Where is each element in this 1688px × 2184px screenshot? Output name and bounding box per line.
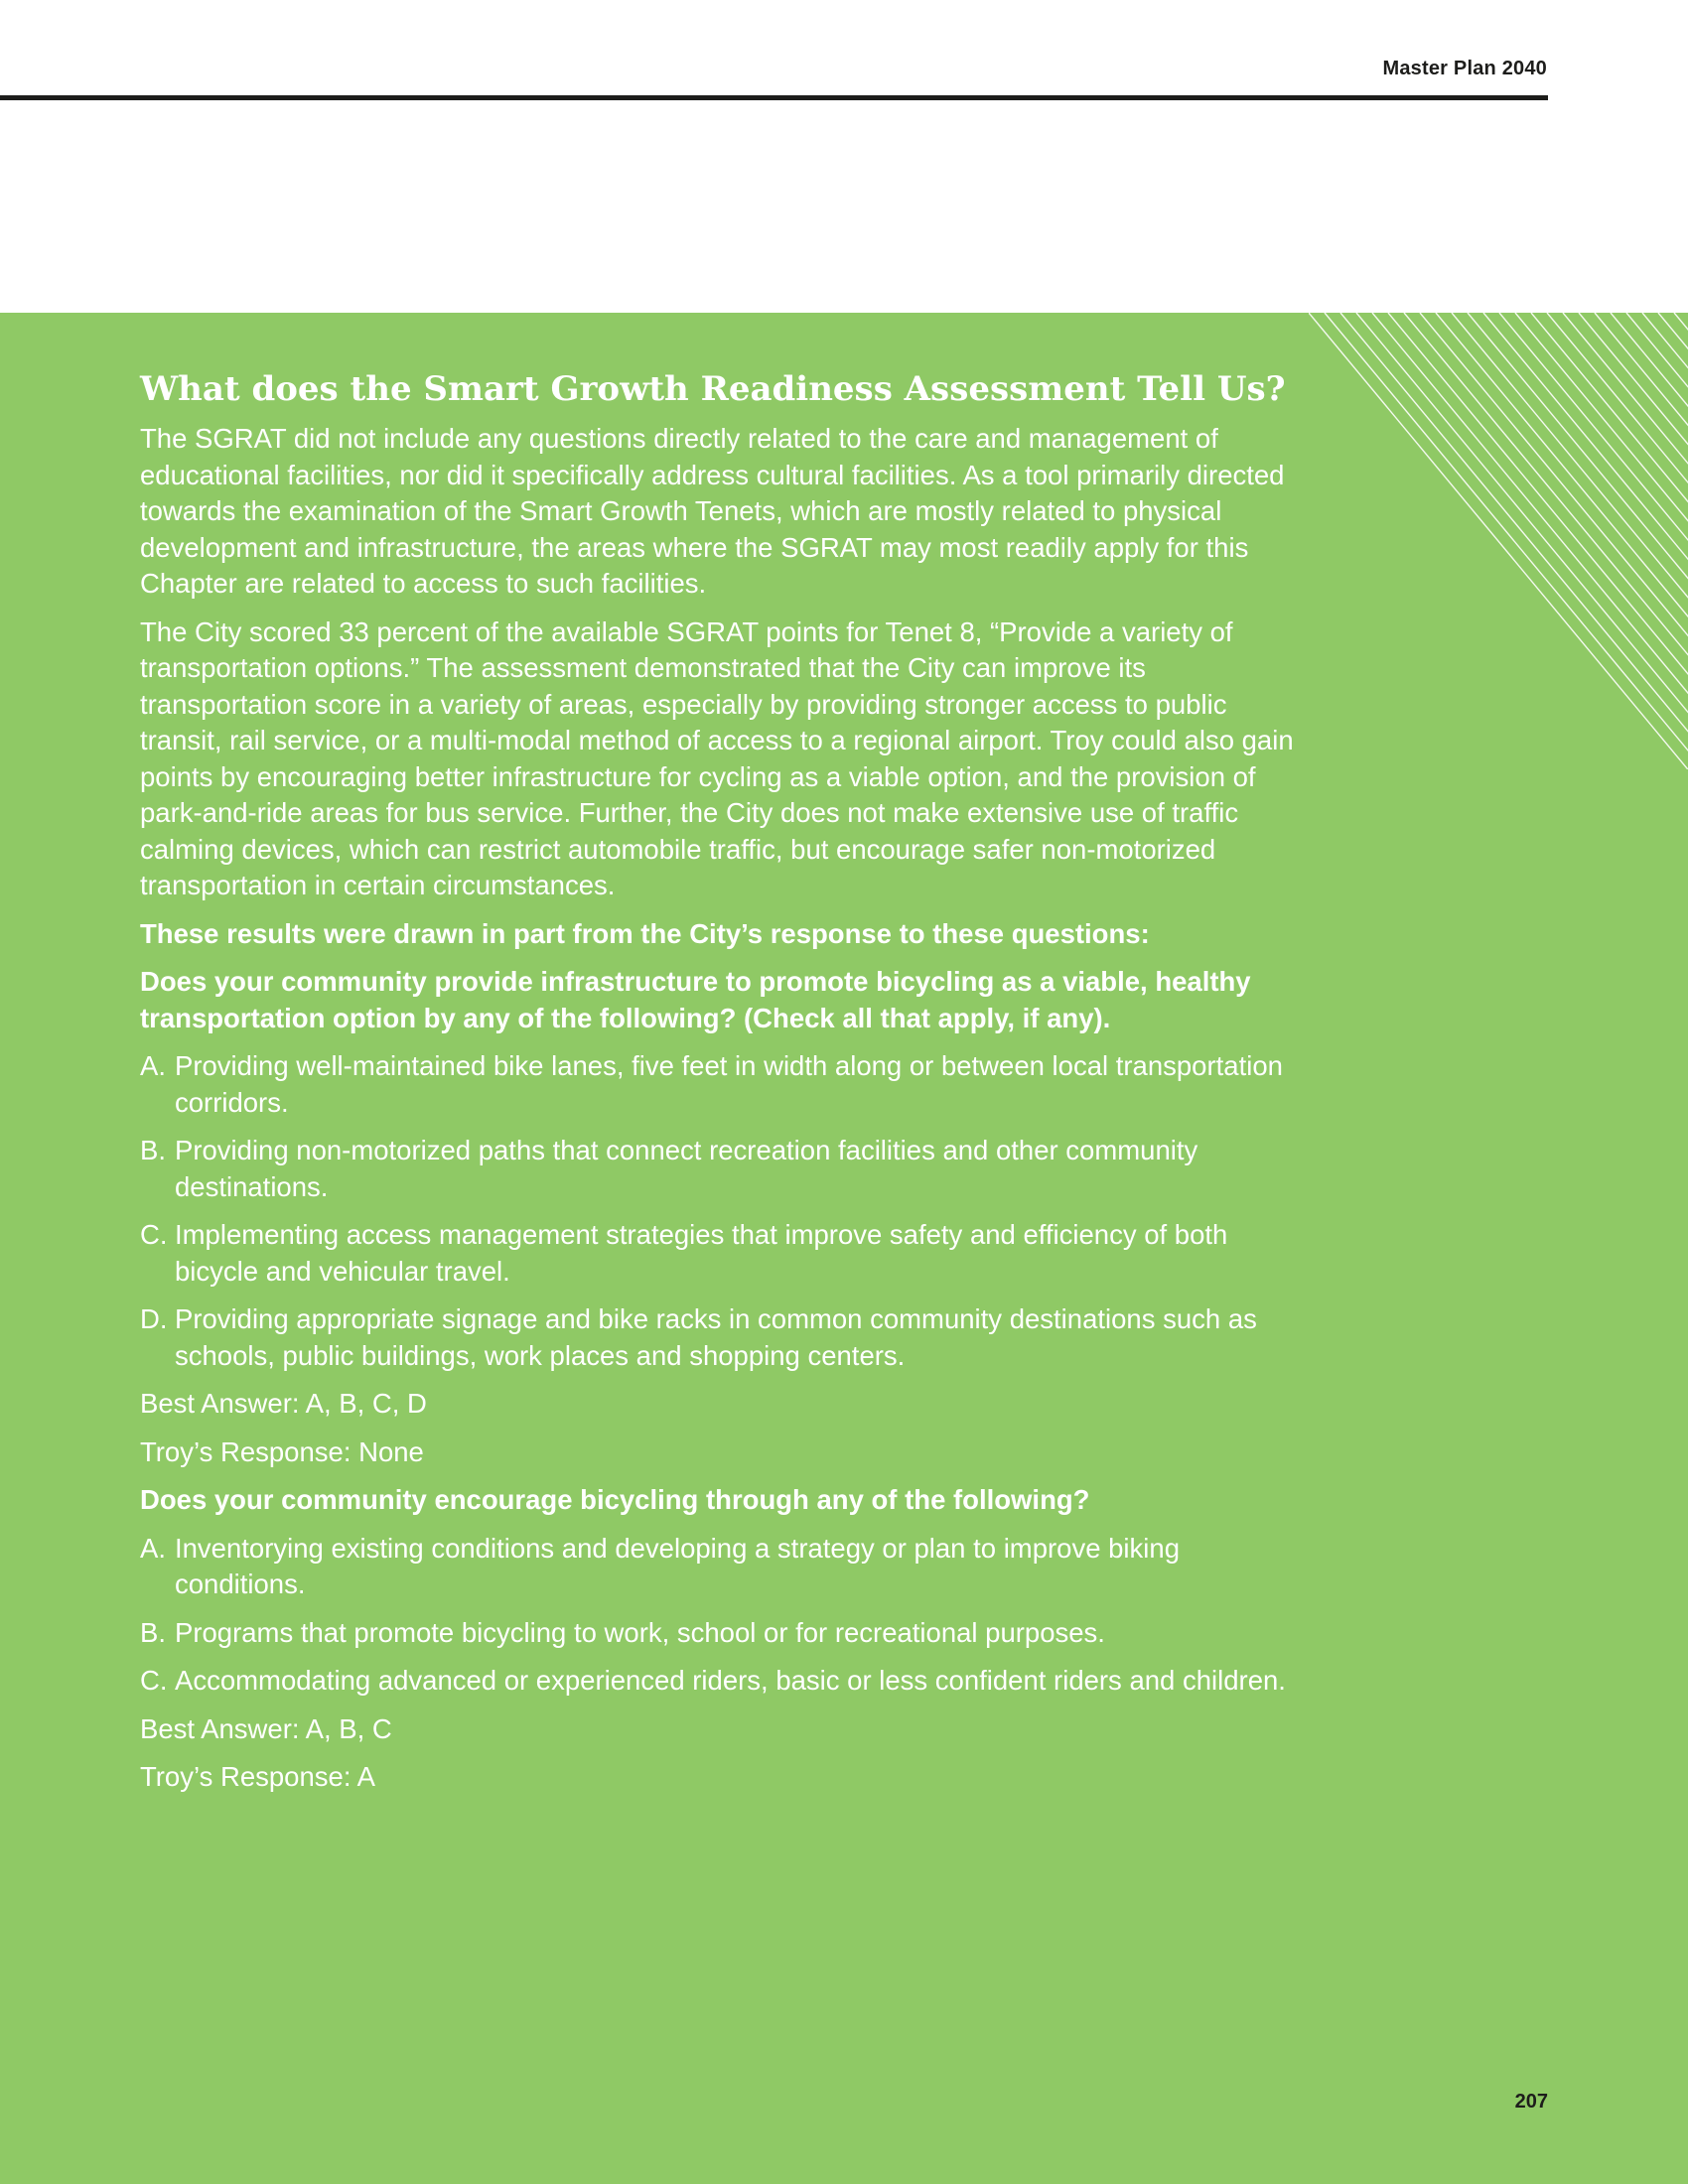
stripe-line	[1309, 313, 1688, 769]
option-text: Accommodating advanced or experienced riders, basic or less confident riders and children.	[175, 1665, 1286, 1696]
question-text: Does your community provide infrastructure to promote bicycling as a viable, healthy transportation option by any of the following? (Check all that apply, if any).	[140, 966, 1251, 1033]
stripe-line	[1452, 313, 1688, 769]
option-item	[140, 1615, 1297, 1652]
header-rule	[0, 95, 1548, 100]
troy-response: Troy’s Response: None	[140, 1435, 424, 1467]
diagonal-stripes-icon	[1309, 313, 1688, 769]
stripe-line	[1642, 313, 1688, 769]
troy-response: Troy’s Response: A	[140, 1761, 375, 1792]
option-item	[140, 1217, 1297, 1290]
option-letter: C.	[140, 1219, 168, 1250]
question-block-2	[140, 1482, 1297, 1796]
option-text: Providing well-maintained bike lanes, five feet in width along or between local transportation corridors.	[175, 1050, 1283, 1118]
option-text: Providing non-motorized paths that connect recreation facilities and other community destinations.	[175, 1135, 1198, 1202]
best-answer: Best Answer: A, B, C	[140, 1712, 392, 1744]
question-block-1	[140, 964, 1297, 1470]
green-content-panel	[0, 313, 1688, 2184]
stripe-line	[1674, 313, 1688, 769]
stripe-line	[1611, 313, 1688, 769]
main-content	[140, 367, 1297, 1808]
stripe-line	[1388, 313, 1688, 769]
option-letter: B.	[140, 1135, 166, 1165]
option-item	[140, 1301, 1297, 1374]
option-text: Programs that promote bicycling to work, school or for recreational purposes.	[175, 1616, 1105, 1648]
stripe-line	[1579, 313, 1688, 769]
option-text: Providing appropriate signage and bike racks in common community destinations such as schools, public buildings, work places and shopping centers.	[175, 1303, 1257, 1371]
option-item	[140, 1048, 1297, 1121]
results-intro: These results were drawn in part from the City’s response to these questions:	[140, 917, 1150, 949]
document-title: Master Plan 2040	[1382, 58, 1547, 79]
option-letter: D.	[140, 1303, 168, 1334]
option-letter: A.	[140, 1532, 166, 1564]
section-heading: What does the Smart Growth Readiness Assessment Tell Us?	[140, 369, 1286, 409]
option-item	[140, 1133, 1297, 1205]
intro-paragraph: The SGRAT did not include any questions directly related to the care and management of educational facilities, nor did it specifically address cultural facilities. As a tool primarily directed towards the examination of the Smart Growth Tenets, which are mostly related to physical development and infrastructure, the areas where the SGRAT may most readily apply for this Chapter are related to access to such facilities.	[140, 423, 1285, 599]
stripe-line	[1356, 313, 1688, 769]
page-number: 207	[1514, 2091, 1548, 2113]
tenet-paragraph: The City scored 33 percent of the available SGRAT points for Tenet 8, “Provide a variety of transportation options.” The assessment demonstrated that the City can improve its transportation score in a variety of areas, especially by providing stronger access to public transit, rail service, or a multi-modal method of access to a regional airport. Troy could also gain points by encouraging better infrastructure for cycling as a viable option, and the provision of park-and-ride areas for bus service. Further, the City does not make extensive use of traffic calming devices, which can restrict automobile traffic, but encourage safer non-motorized transportation in certain circumstances.	[140, 615, 1294, 900]
option-item	[140, 1531, 1297, 1603]
question-text: Does your community encourage bicycling through any of the following?	[140, 1484, 1090, 1515]
stripe-line	[1325, 313, 1688, 769]
best-answer: Best Answer: A, B, C, D	[140, 1388, 427, 1419]
option-letter: B.	[140, 1616, 166, 1648]
option-text: Inventorying existing conditions and developing a strategy or plan to improve biking conditions.	[175, 1532, 1180, 1599]
option-item	[140, 1663, 1297, 1700]
option-text: Implementing access management strategies that improve safety and efficiency of both bicycle and vehicular travel.	[175, 1219, 1228, 1287]
option-letter: C.	[140, 1665, 168, 1696]
option-letter: A.	[140, 1050, 166, 1081]
